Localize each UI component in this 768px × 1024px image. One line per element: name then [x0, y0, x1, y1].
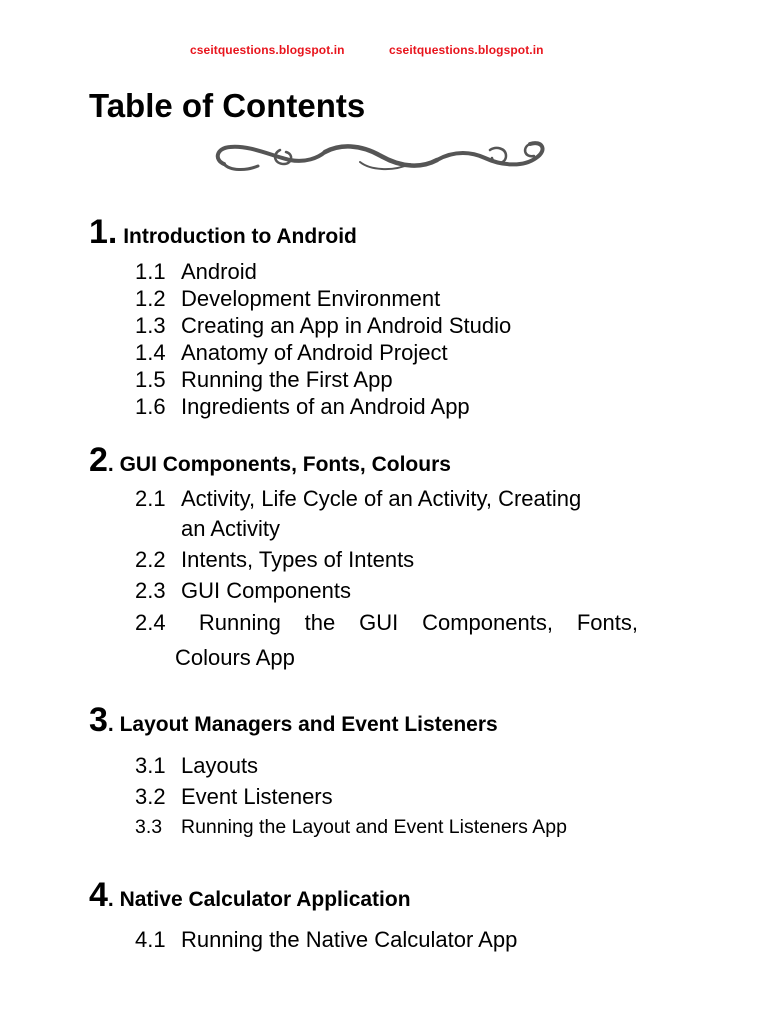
toc-item-3-2[interactable]: 3.2 Event Listeners: [135, 784, 333, 809]
section-3-number: 3: [89, 701, 108, 739]
header-link-left[interactable]: cseitquestions.blogspot.in: [190, 43, 345, 57]
toc-item-2-2[interactable]: 2.2 Intents, Types of Intents: [135, 547, 415, 572]
section-3-title: . Layout Managers and Event Listeners: [107, 713, 498, 736]
page-title: Table of Contents: [89, 87, 366, 124]
toc-item-1-1[interactable]: 1.1 Android: [135, 259, 257, 284]
section-2-number: 2: [89, 441, 108, 479]
section-3-heading[interactable]: [89, 701, 498, 739]
toc-item-2-4[interactable]: 2.4 Running the GUI Components, Fonts,: [135, 610, 638, 635]
toc-item-1-3[interactable]: 1.3 Creating an App in Android Studio: [135, 313, 512, 338]
header: [0, 43, 768, 61]
section-4-number: 4: [89, 876, 108, 914]
section-1-heading[interactable]: [89, 213, 357, 251]
section-1-title: Introduction to Android: [123, 225, 357, 248]
toc-item-3-1[interactable]: 3.1 Layouts: [135, 753, 259, 778]
toc-item-3-3[interactable]: 3.3 Running the Layout and Event Listeners App: [135, 816, 567, 838]
section-4-heading[interactable]: [89, 876, 411, 914]
toc-item-2-1[interactable]: 2.1 Activity, Life Cycle of an Activity, Creating: [135, 486, 582, 511]
toc-item-1-5[interactable]: 1.5 Running the First App: [135, 367, 393, 392]
section-2-title: . GUI Components, Fonts, Colours: [107, 453, 451, 476]
toc-item-2-4-continuation[interactable]: Colours App: [175, 645, 295, 670]
section-1-number: 1.: [89, 213, 118, 251]
flourish-ornament-icon: [210, 138, 552, 180]
toc-item-1-4[interactable]: 1.4 Anatomy of Android Project: [135, 340, 448, 365]
toc-item-1-2[interactable]: 1.2 Development Environment: [135, 286, 441, 311]
toc-item-1-6[interactable]: 1.6 Ingredients of an Android App: [135, 394, 470, 419]
toc-item-4-1[interactable]: 4.1 Running the Native Calculator App: [135, 927, 518, 952]
section-2-heading[interactable]: [89, 441, 451, 479]
header-link-right[interactable]: cseitquestions.blogspot.in: [389, 43, 544, 57]
section-4-title: . Native Calculator Application: [107, 888, 411, 911]
toc-item-2-1-continuation[interactable]: an Activity: [181, 516, 281, 541]
toc-item-2-3[interactable]: 2.3 GUI Components: [135, 578, 351, 603]
